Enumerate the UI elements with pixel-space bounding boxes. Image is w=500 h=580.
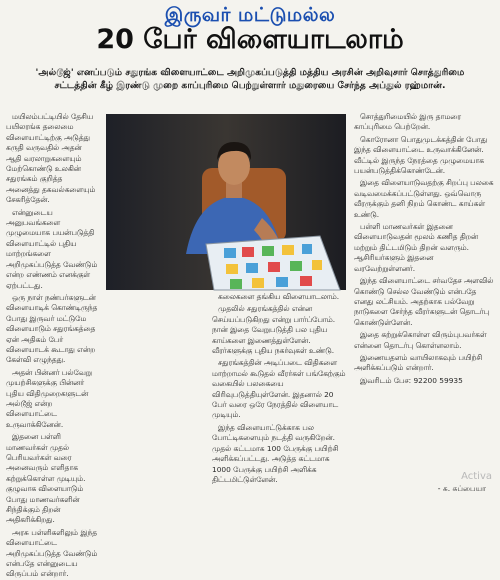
paragraph: இந்த விளையாட்டை சர்வதேச அளவில் கொண்டு செல்ல வேண்டும் என்பதே எனது லட்சியம். அதற்காக பல்வேறு நாடுகளை சேர்ந்த வீரர்களுடன் தொடர்பு கொண்டுள்ளேன். — [354, 276, 494, 327]
headline: 20 பேர் விளையாடலாம் — [96, 24, 404, 55]
paragraph: இந்த விளையாட்டுக்காக பல போட்டிகளையும் நடத்தி வருகிறேன். முதல் கட்டமாக 100 பேருக்கு பயிற்சி அளிக்கப்பட்டது. அடுத்த கட்டமாக 1000 பேருக்கு பயிற்சி அளிக்க திட்டமிட்டுள்ளேன். — [212, 422, 339, 484]
paragraph: ஒரு நாள் நண்பர்களுடன் விளையாடிக் கொண்டிருந்த போது இருவர் மட்டுமே விளையாடும் சதுரங்கத்தை ஏன் அதிகம் பேர் விளையாடக் கூடாது என்ற கேள்வி எழுந்தது. — [6, 292, 98, 365]
article-column-1 — [6, 112, 98, 579]
paragraph: சதுரங்கத்தின் அடிப்படை விதிகளை மாற்றாமல் கூடுதல் வீரர்கள் பங்கேற்கும் வகையில் பலகையை விரிவுபடுத்தியுள்ளேன். இதனால் 20 பேர் வரை ஒரே நேரத்தில் விளையாட முடியும். — [212, 358, 346, 420]
paragraph: அதன் பின்னர் பல்வேறு முயற்சிகளுக்கு பின்னர் புதிய விதிமுறைகளுடன் அல்டூஜ் என்ற விளையாட்டை உருவாக்கினேன். — [6, 367, 92, 429]
article-photo — [106, 114, 346, 290]
paragraph: கலைகளை தங்கிய விளையாடலாம். — [218, 292, 340, 301]
article-column-2 — [212, 292, 347, 496]
paragraph: இணையதளம் வாயிலாகவும் பயிற்சி அளிக்கப்படும் என்றார். — [354, 352, 483, 373]
article-column-3 — [354, 112, 494, 496]
paragraph: மயிலம்பட்டியில் தேசிய பயிலரங்க தலைமை விளையாட்டிற்கு அடுத்து கருதி வருவதில் அதன் ஆதி வரலாறுகளையும் மேற்கொண்டு உலகின் சதுரங்கம் குறித்த அனைத்து தகவல்களையும் சேகரித்தேன். — [6, 112, 96, 205]
paragraph: இதனை பள்ளி மாணவர்கள் முதல் பெரியவர்கள் வரை அனைவரும் எளிதாக கற்றுக்கொள்ள முடியும். குழுவாக விளையாடும் போது மாணவர்களின் சிந்திக்கும் திறன் அதிகரிக்கிறது. — [6, 432, 86, 525]
paragraph: இதை கற்றுக்கொள்ள விரும்புபவர்கள் என்னை தொடர்பு கொள்ளலாம். — [354, 330, 487, 350]
paragraph: பள்ளி மாணவர்கள் இதனை விளையாடுவதன் மூலம் கணித திறன் மற்றும் திட்டமிடும் திறன் வளரும். ஆசிரியர்களும் இதனை வரவேற்றுள்ளனர். — [354, 222, 479, 273]
intro-paragraph: 'அல்டூஜ்' எனப்படும் சதுரங்க விளையாட்டை அறிமுகப்படுத்தி மத்திய அரசின் அறிவுசார் சொத்துரிமை சட்டத்தின் கீழ் இரண்டு முறை காப்புரிமை பெற்றுள்ளார் மதுரையை சேர்ந்த அப்துல் ரஹ்மான். — [35, 67, 465, 91]
kicker: இருவர் மட்டுமல்ல — [164, 4, 336, 26]
contact-line: இவரிடம் பேச: 92200 59935 — [360, 375, 463, 385]
paragraph: சொத்துரிமையில் இரு தாமரை காப்புரிமை பெற்றேன். — [354, 112, 462, 132]
paragraph: முதலில் சதுரங்கத்தில் என்ன செய்யப்படுகிறது என்று பார்ப்போம். நான் இதை வேறுபடுத்தி பல புதிய காய்களை இணைத்துள்ளேன். வீரர்களுக்கு புதிய நகர்வுகள் உண்டு. — [212, 304, 336, 356]
watermark-text: Activa — [461, 471, 492, 482]
byline: - சு. சுப்பையா — [437, 484, 486, 493]
paragraph: என்னுடைய அனுபவங்களை முழுமையாக பயன்படுத்தி விளையாட்டில் புதிய மாற்றங்களை அறிமுகப்படுத்த வேண்டும் என்ற எண்ணம் எனக்குள் ஏற்பட்டது. — [6, 207, 98, 290]
paragraph: கொரோனா பொதுமுடக்கத்தின் போது இந்த விளையாட்டை உருவாக்கினேன். வீட்டில் இருந்த நேரத்தை முழுமையாக பயன்படுத்திக்கொண்டேன். — [354, 134, 488, 176]
paragraph: அரசு பள்ளிகளிலும் இந்த விளையாட்டை அறிமுகப்படுத்த வேண்டும் என்பதே என்னுடைய விருப்பம் என்றார். — [6, 527, 98, 579]
paragraph: இதை விளையாடுவதற்கு சிறப்பு பலகை வடிவமைக்கப்பட்டுள்ளது. ஒவ்வொரு வீரருக்கும் தனி நிறம் கொண்ட காய்கள் உண்டு. — [354, 178, 494, 219]
